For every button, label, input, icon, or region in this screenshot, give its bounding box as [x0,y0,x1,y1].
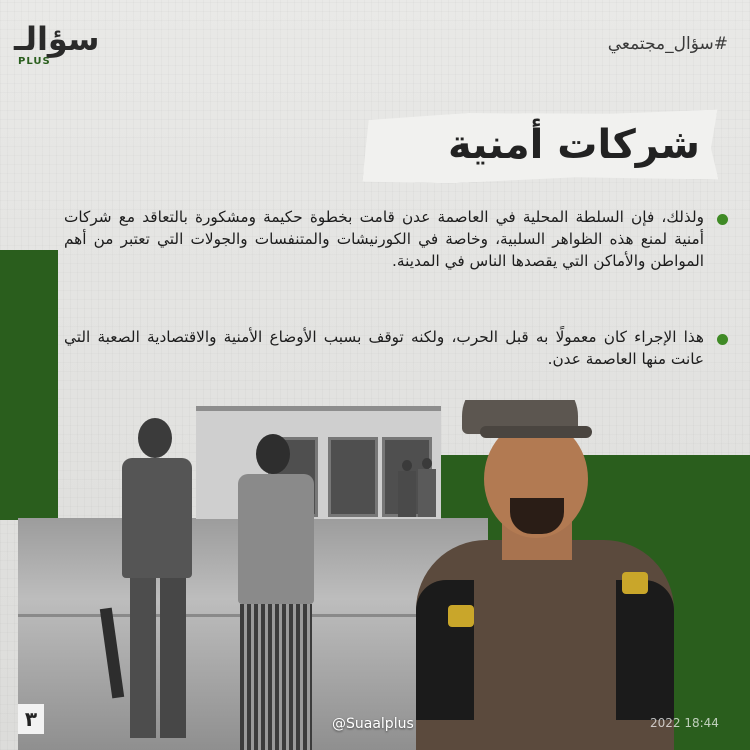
photo-collage [18,400,738,750]
bullet-dot-icon [717,214,728,225]
paragraph-1: ولذلك، فإن السلطة المحلية في العاصمة عدن قامت بخطوة حكيمة ومشكورة بالتعاقد مع شركات أمنية لمنع هذه الظواهر السلبية، وخاصة في الكورنيشات والمتنفسات والجولات التي تعتبر من أهم المواطن والأماكن التي يقصدها الناس في المدينة. [64,208,704,270]
civilian-figure [216,434,336,750]
page-title: شركات أمنية [447,122,700,168]
hashtag: #سؤال_مجتمعي [607,34,728,54]
brand-logo [14,22,104,68]
social-handle: @Suaalplus [332,716,414,732]
page-number-badge: ٣ [18,704,44,734]
soldier-figure [106,418,216,748]
logo-arabic: سؤالـ [14,20,100,58]
security-guard-figure [398,400,688,750]
paragraph-2: هذا الإجراء كان معمولًا به قبل الحرب، ولكنه توقف بسبب الأوضاع الأمنية والاقتصادية الصعبة التي عانت منها العاصمة عدن. [64,328,704,368]
photo-timestamp: 2022 18:44 [650,716,719,730]
bullet-dot-icon [717,334,728,345]
logo-plus: PLUS [18,56,51,67]
